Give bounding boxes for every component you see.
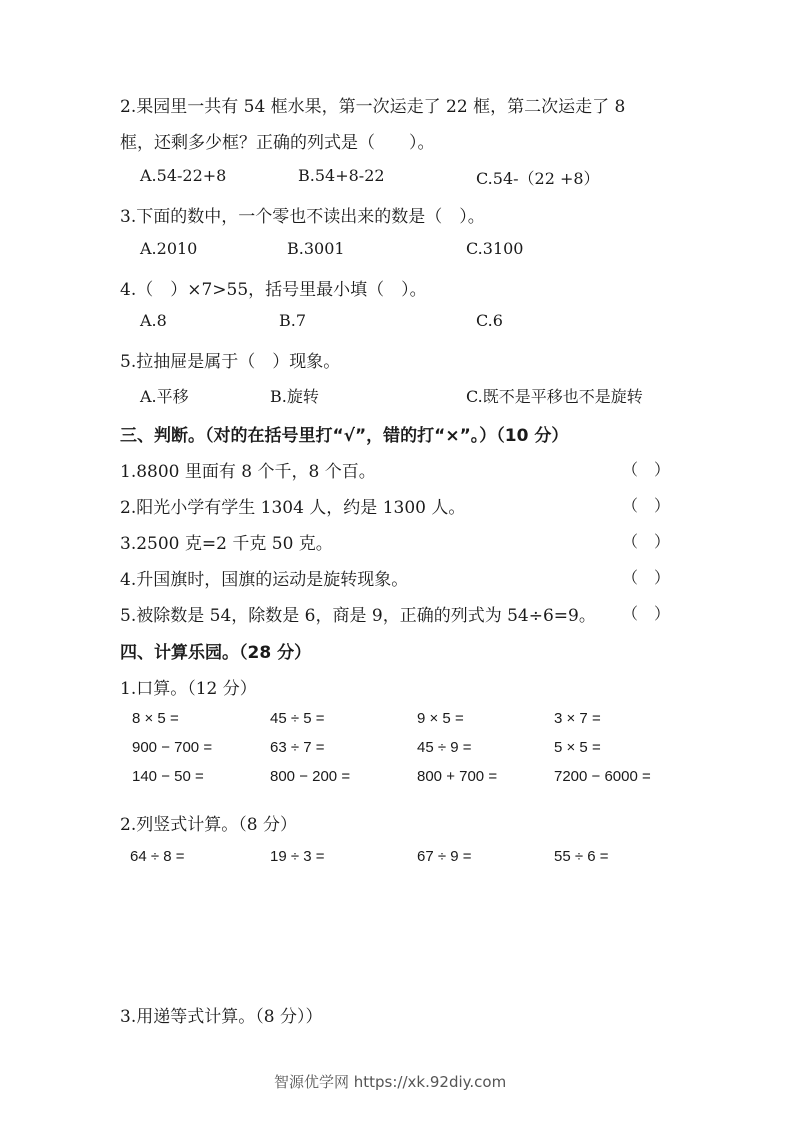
judge-item-3: 3.2500 克=2 千克 50 克。 xyxy=(120,534,333,554)
mental-math-item: 900 − 700 = xyxy=(132,739,213,756)
judge-blank-5: （ ） xyxy=(622,604,671,623)
mental-math-item: 7200 − 6000 = xyxy=(554,768,651,785)
q4-option-a: A.8 xyxy=(140,311,167,330)
q3-option-b: B.3001 xyxy=(287,239,345,258)
mental-math-item: 9 × 5 = xyxy=(417,710,464,727)
q5-text: 5.拉抽屉是属于（ ）现象。 xyxy=(120,352,341,372)
q5-option-c: C.既不是平移也不是旋转 xyxy=(466,387,643,406)
mental-math-item: 63 ÷ 7 = xyxy=(270,739,325,756)
mental-math-item: 45 ÷ 5 = xyxy=(270,710,325,727)
judge-item-5: 5.被除数是 54，除数是 6，商是 9，正确的列式为 54÷6=9。 xyxy=(120,606,596,626)
mental-math-item: 140 − 50 = xyxy=(132,768,204,785)
footer-watermark: 智源优学网 https://xk.92diy.com xyxy=(274,1073,507,1091)
mental-math-title: 1.口算。（12 分） xyxy=(120,679,257,699)
vertical-calc-title: 2.列竖式计算。（8 分） xyxy=(120,815,297,835)
q5-option-b: B.旋转 xyxy=(270,387,319,406)
q5-option-a: A.平移 xyxy=(140,387,189,406)
section3-heading: 三、判断。（对的在括号里打“√”，错的打“×”。）（10 分） xyxy=(120,426,569,446)
q2-line1: 2.果园里一共有 54 框水果，第一次运走了 22 框，第二次运走了 8 xyxy=(120,97,626,117)
judge-item-1: 1.8800 里面有 8 个千，8 个百。 xyxy=(120,462,376,482)
judge-item-2: 2.阳光小学有学生 1304 人，约是 1300 人。 xyxy=(120,498,466,518)
vertical-calc-item: 55 ÷ 6 = xyxy=(554,848,609,865)
mental-math-item: 8 × 5 = xyxy=(132,710,179,727)
mental-math-item: 5 × 5 = xyxy=(554,739,601,756)
step-calc-title: 3.用递等式计算。（8 分）） xyxy=(120,1007,323,1027)
vertical-calc-item: 67 ÷ 9 = xyxy=(417,848,472,865)
mental-math-item: 800 + 700 = xyxy=(417,768,498,785)
q3-option-c: C.3100 xyxy=(466,239,524,258)
judge-blank-1: （ ） xyxy=(622,460,671,479)
q2-option-a: A.54-22+8 xyxy=(140,166,227,185)
mental-math-item: 800 − 200 = xyxy=(270,768,351,785)
q3-option-a: A.2010 xyxy=(140,239,198,258)
vertical-calc-item: 64 ÷ 8 = xyxy=(130,848,185,865)
vertical-calc-item: 19 ÷ 3 = xyxy=(270,848,325,865)
q2-line2: 框，还剩多少框？正确的列式是（ ）。 xyxy=(120,133,435,153)
judge-blank-4: （ ） xyxy=(622,568,671,587)
mental-math-item: 3 × 7 = xyxy=(554,710,601,727)
judge-blank-2: （ ） xyxy=(622,496,671,515)
q4-option-c: C.6 xyxy=(476,311,503,330)
q4-text: 4.（ ）×7>55，括号里最小填（ ）。 xyxy=(120,280,427,300)
mental-math-item: 45 ÷ 9 = xyxy=(417,739,472,756)
section4-heading: 四、计算乐园。（28 分） xyxy=(120,643,312,663)
q2-option-c: C.54-（22 +8） xyxy=(476,169,600,188)
q2-option-b: B.54+8-22 xyxy=(298,166,385,185)
judge-blank-3: （ ） xyxy=(622,532,671,551)
q3-text: 3.下面的数中，一个零也不读出来的数是（ ）。 xyxy=(120,207,485,227)
q4-option-b: B.7 xyxy=(279,311,307,330)
judge-item-4: 4.升国旗时，国旗的运动是旋转现象。 xyxy=(120,570,409,590)
